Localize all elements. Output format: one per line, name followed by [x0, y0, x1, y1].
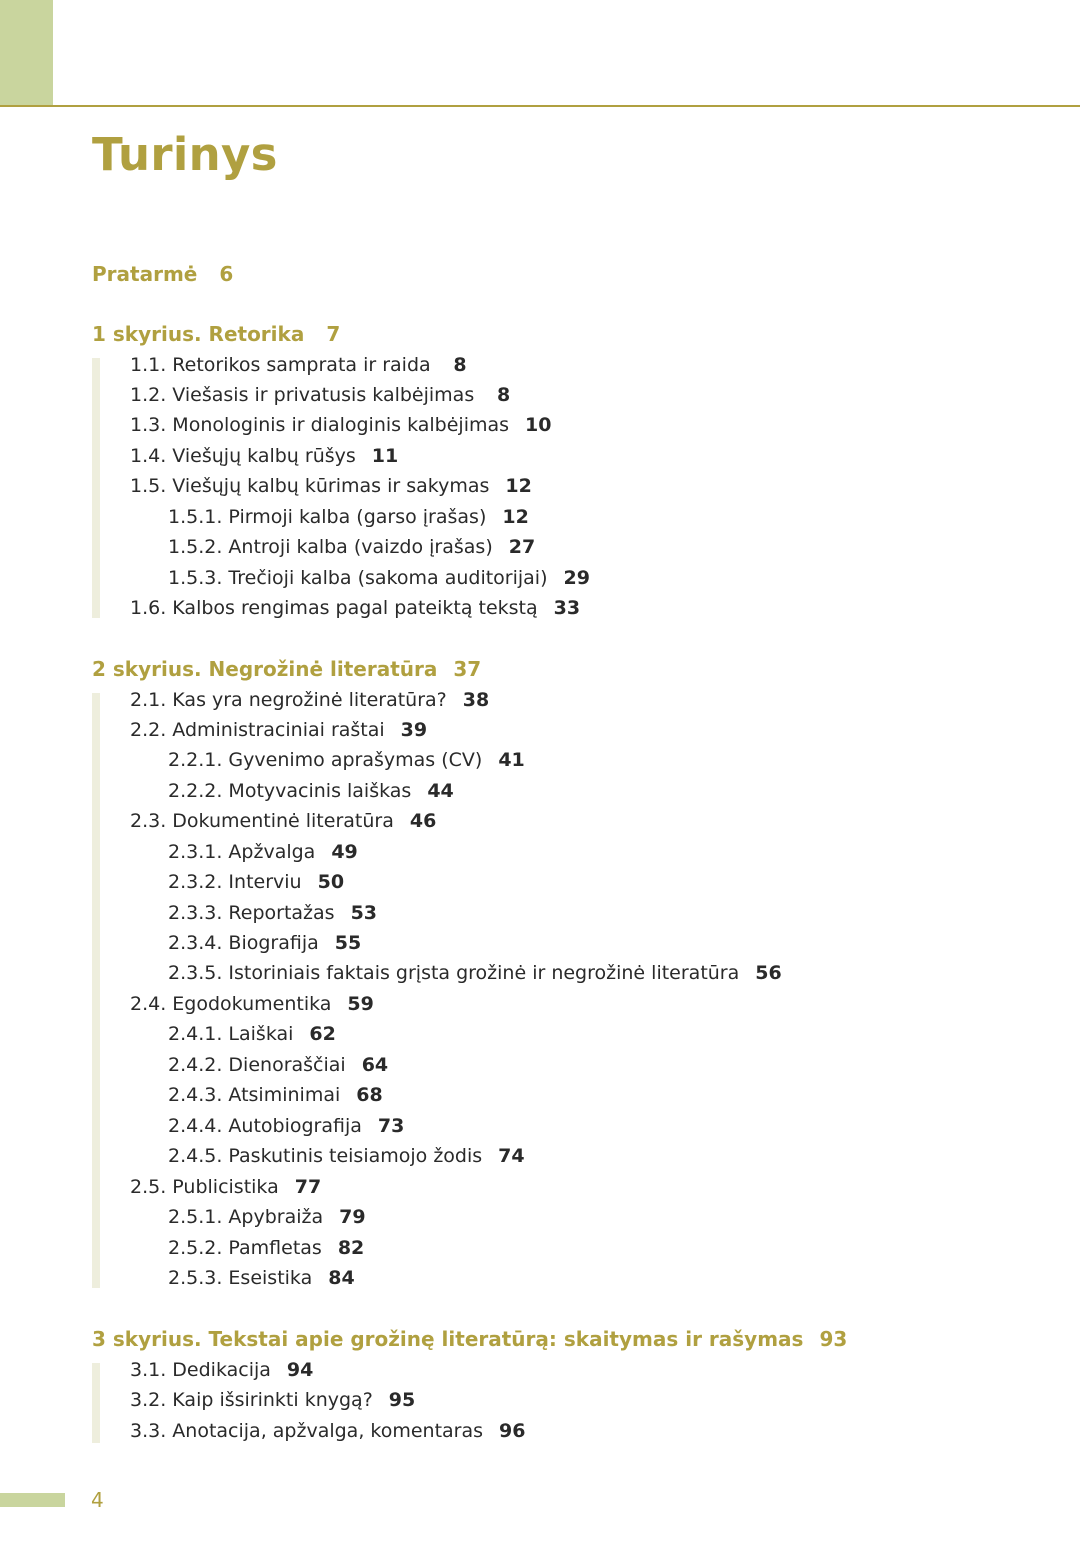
toc-page-number: 33 [553, 597, 581, 619]
toc-entry-title: 1 skyrius. Retorika [92, 322, 305, 346]
toc-entry-title: 3.1. Dedikacija [130, 1359, 271, 1381]
toc-page-number: 38 [462, 689, 490, 711]
toc-page-number: 8 [497, 384, 511, 406]
toc-page-number: 64 [361, 1054, 389, 1076]
toc-page-number: 79 [339, 1206, 366, 1228]
toc-page-number: 46 [409, 810, 437, 832]
toc-page-number: 53 [350, 902, 378, 924]
page-number: 4 [91, 1488, 104, 1512]
toc-page-number: 74 [498, 1145, 525, 1167]
toc-entry-title: 1.2. Viešasis ir privatusis kalbėjimas [130, 384, 475, 406]
toc-entry-title: 1.5.2. Antroji kalba (vaizdo įrašas) [168, 536, 493, 558]
toc-entry-title: 1.3. Monologinis ir dialoginis kalbėjimas [130, 414, 510, 436]
toc-entry-title: 1.5. Viešųjų kalbų kūrimas ir sakymas [130, 475, 490, 497]
toc-entry-title: 2.3. Dokumentinė literatūra [130, 810, 394, 832]
toc-page-number: 50 [317, 871, 345, 893]
toc-entry-title: 3.3. Anotacija, apžvalga, komentaras [130, 1420, 484, 1442]
toc-entry-title: 2.4.2. Dienoraščiai [168, 1054, 346, 1076]
toc-entry-title: 2.5.2. Pamfletas [168, 1237, 322, 1259]
page-title: Turinys [92, 128, 278, 181]
toc-page-number: 94 [286, 1359, 314, 1381]
toc-page-number: 56 [755, 962, 782, 984]
toc-page-number: 84 [328, 1267, 355, 1289]
chapter-1-side-bar [92, 358, 100, 618]
toc-page-number: 41 [498, 749, 525, 771]
toc-entry-title: 2.2.1. Gyvenimo aprašymas (CV) [168, 749, 483, 771]
toc-entry-title: 1.4. Viešųjų kalbų rūšys [130, 445, 356, 467]
toc-entry-title: 2.2. Administraciniai raštai [130, 719, 385, 741]
toc-entry-title: 2.3.2. Interviu [168, 871, 302, 893]
toc-entry-title: 2.4.5. Paskutinis teisiamojo žodis [168, 1145, 483, 1167]
chapter-3-side-bar [92, 1363, 100, 1443]
toc-page-number: 27 [508, 536, 536, 558]
toc-entry-title: 1.1. Retorikos samprata ir raida [130, 354, 431, 376]
footer-color-bar [0, 1493, 65, 1507]
toc-entry-title: 2.2.2. Motyvacinis laiškas [168, 780, 412, 802]
toc-page-number: 8 [453, 354, 467, 376]
toc-page-number: 37 [453, 657, 482, 681]
toc-entry-title: 1.6. Kalbos rengimas pagal pateiktą tekstą [130, 597, 538, 619]
toc-entry-title: 2.3.3. Reportažas [168, 902, 335, 924]
toc-entry-title: 2.4. Egodokumentika [130, 993, 332, 1015]
toc-entry-title: Pratarmė [92, 262, 198, 286]
toc-page-number: 12 [502, 506, 529, 528]
toc-page-number: 6 [219, 262, 234, 286]
toc-page-number: 29 [563, 567, 590, 589]
toc-page-number: 73 [377, 1115, 405, 1137]
toc-page-number: 93 [819, 1327, 848, 1351]
toc-entry-title: 2.5.3. Eseistika [168, 1267, 313, 1289]
toc-page-number: 96 [499, 1420, 526, 1442]
toc-entry-title: 2.5.1. Apybraiža [168, 1206, 324, 1228]
corner-color-block [0, 0, 53, 106]
toc-entry-title: 1.5.3. Trečioji kalba (sakoma auditorijai) [168, 567, 548, 589]
toc-page-number: 39 [400, 719, 428, 741]
toc-page-number: 10 [525, 414, 552, 436]
toc-entry-title: 2.3.4. Biografija [168, 932, 319, 954]
toc-page-number: 11 [371, 445, 399, 467]
toc-entry-title: 1.5.1. Pirmoji kalba (garso įrašas) [168, 506, 487, 528]
toc-entry-title: 3.2. Kaip išsirinkti knygą? [130, 1389, 373, 1411]
toc-page-number: 77 [294, 1176, 322, 1198]
toc-entry-title: 2 skyrius. Negrožinė literatūra [92, 657, 438, 681]
chapter-2-side-bar [92, 693, 100, 1288]
toc-entry-title: 2.4.3. Atsiminimai [168, 1084, 341, 1106]
toc-page-number: 62 [309, 1023, 336, 1045]
toc-entry-title: 3 skyrius. Tekstai apie grožinę literatūrą: skaitymas ir rašymas [92, 1327, 804, 1351]
toc-page-number: 95 [388, 1389, 416, 1411]
toc-entry-title: 2.1. Kas yra negrožinė literatūra? [130, 689, 447, 711]
toc-page-number: 7 [326, 322, 341, 346]
toc-page-number: 49 [331, 841, 358, 863]
toc-entry-title: 2.5. Publicistika [130, 1176, 279, 1198]
toc-page-number: 59 [347, 993, 374, 1015]
header-rule [0, 105, 1080, 107]
toc-entry-title: 2.3.1. Apžvalga [168, 841, 316, 863]
toc-entry-title: 2.4.1. Laiškai [168, 1023, 294, 1045]
toc-entry-title: 2.4.4. Autobiografija [168, 1115, 362, 1137]
toc-page-number: 12 [505, 475, 532, 497]
toc-entry-title: 2.3.5. Istoriniais faktais grįsta grožinė ir negrožinė literatūra [168, 962, 740, 984]
toc-page-number: 44 [427, 780, 454, 802]
toc-page-number: 55 [334, 932, 362, 954]
toc-page-number: 68 [356, 1084, 383, 1106]
toc-page-number: 82 [337, 1237, 365, 1259]
